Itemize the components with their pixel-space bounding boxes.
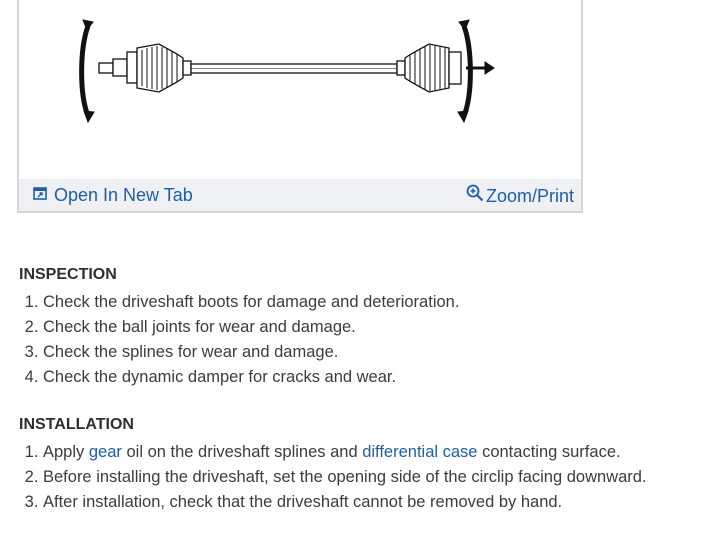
open-in-new-tab-label: Open In New Tab — [54, 185, 193, 205]
list-item: 2. Check the ball joints for wear and damage. — [43, 315, 459, 340]
zoom-print-link[interactable] — [466, 184, 574, 207]
list-item: 1. Check the driveshaft boots for damage and deterioration. — [43, 290, 459, 315]
differential-case-link[interactable]: differential case — [362, 443, 478, 461]
list-item: 3. Check the splines for wear and damage. — [43, 340, 459, 365]
installation-section — [19, 415, 647, 515]
installation-steps — [19, 440, 647, 515]
step-text: oil on the driveshaft splines and — [121, 443, 363, 461]
list-item: 3. After installation, check that the driveshaft cannot be removed by hand. — [43, 490, 647, 515]
inspection-section — [19, 265, 459, 390]
step-text: contacting surface. — [477, 443, 621, 461]
inspection-heading: INSPECTION — [19, 266, 117, 283]
zoom-print-label: Zoom/Print — [485, 185, 574, 206]
list-item: 4. Check the dynamic damper for cracks and wear. — [43, 365, 459, 390]
driveshaft — [99, 44, 461, 92]
installation-heading: INSTALLATION — [19, 416, 134, 433]
open-in-new-tab-link[interactable] — [33, 184, 193, 206]
open-new-tab-icon — [33, 184, 48, 206]
figure-box — [17, 0, 583, 213]
step-text: Apply — [43, 443, 89, 461]
driveshaft-diagram — [19, 0, 581, 179]
figure-toolbar — [19, 179, 581, 211]
list-item — [43, 440, 647, 465]
driveshaft-illustration — [19, 0, 581, 179]
left-rotation-arrow — [82, 20, 94, 122]
gear-link[interactable]: gear — [88, 443, 122, 461]
inspection-steps — [19, 290, 459, 390]
zoom-in-icon — [466, 184, 484, 207]
list-item: 2. Before installing the driveshaft, set the opening side of the circlip facing downward. — [43, 465, 647, 490]
